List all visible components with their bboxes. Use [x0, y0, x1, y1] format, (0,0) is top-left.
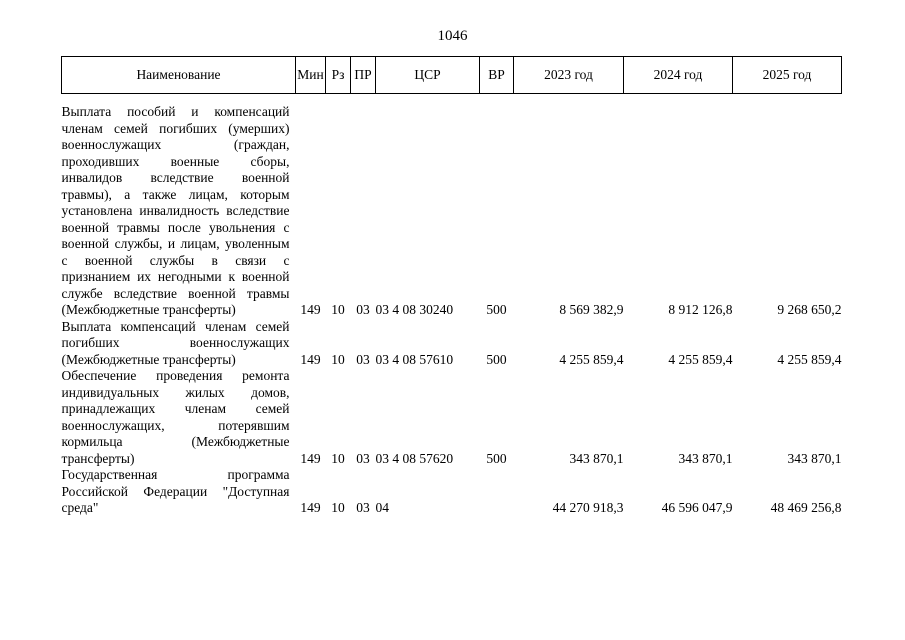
row-2024: 343 870,1	[678, 450, 733, 466]
row-vr: 500	[486, 302, 507, 317]
row-vr	[480, 467, 514, 517]
row-2023: 343 870,1	[569, 450, 624, 466]
row-2025: 9 268 650,2	[777, 302, 842, 317]
row-rz: 10	[331, 500, 345, 515]
header-2023: 2023 год	[514, 57, 624, 94]
table-row	[62, 319, 842, 369]
table-row	[62, 467, 842, 517]
header-row	[62, 57, 842, 94]
row-name: Государственная программа Российской Федерации "Доступная среда"	[61, 467, 290, 515]
row-2024: 46 596 047,9	[661, 500, 733, 515]
header-rz: Рз	[326, 57, 351, 94]
row-name: Выплата пособий и компенсаций членам семей погибших (умерших) военнослужащих (граждан, проходивших военные сборы, инвалидов вследствие военной травмы), а также лицам, которым установлена инвалидность вследствие военной травмы после увольнения с военной службы, и лицам, уволенным с военной службы в связи с признанием их негодными к военной службе вследствие военной травмы (Межбюджетные трансферты)	[61, 104, 290, 317]
header-2024: 2024 год	[624, 57, 733, 94]
row-name: Обеспечение проведения ремонта индивидуальных жилых домов, принадлежащих членам семей военнослужащих, потерявшим кормильца (Межбюджетные трансферты)	[61, 368, 290, 466]
header-pr: ПР	[351, 57, 376, 94]
row-2025: 343 870,1	[787, 450, 842, 466]
row-pr: 03	[356, 351, 370, 367]
row-2023: 44 270 918,3	[552, 500, 624, 515]
row-2024: 4 255 859,4	[668, 351, 733, 367]
row-rz: 10	[331, 302, 345, 317]
row-min: 149	[300, 302, 321, 317]
row-pr: 03	[356, 500, 370, 515]
budget-table	[61, 56, 842, 517]
row-2025: 4 255 859,4	[777, 351, 842, 367]
header-csr: ЦСР	[376, 57, 480, 94]
row-rz: 10	[331, 450, 345, 466]
table-row	[62, 94, 842, 319]
row-min: 149	[300, 450, 321, 466]
row-min: 149	[300, 500, 321, 515]
header-min: Мин	[296, 57, 326, 94]
row-min: 149	[300, 351, 321, 367]
header-name: Наименование	[62, 57, 296, 94]
header-2025: 2025 год	[733, 57, 842, 94]
row-pr: 03	[356, 302, 370, 317]
row-vr: 500	[486, 351, 507, 367]
row-name: Выплата компенсаций членам семей погибших военнослужащих (Межбюджетные трансферты)	[61, 318, 290, 367]
table-row	[62, 368, 842, 467]
row-2024: 8 912 126,8	[668, 302, 733, 317]
header-vr: ВР	[480, 57, 514, 94]
row-csr: 03 4 08 30240	[375, 302, 454, 317]
page-number: 1046	[437, 28, 468, 44]
row-rz: 10	[331, 351, 345, 367]
row-2023: 4 255 859,4	[559, 351, 624, 367]
row-csr: 04	[375, 500, 389, 515]
row-2023: 8 569 382,9	[559, 302, 624, 317]
row-csr: 03 4 08 57620	[375, 450, 454, 466]
row-vr: 500	[486, 450, 507, 466]
row-pr: 03	[356, 450, 370, 466]
row-2025: 48 469 256,8	[770, 500, 842, 515]
row-csr: 03 4 08 57610	[375, 351, 454, 367]
